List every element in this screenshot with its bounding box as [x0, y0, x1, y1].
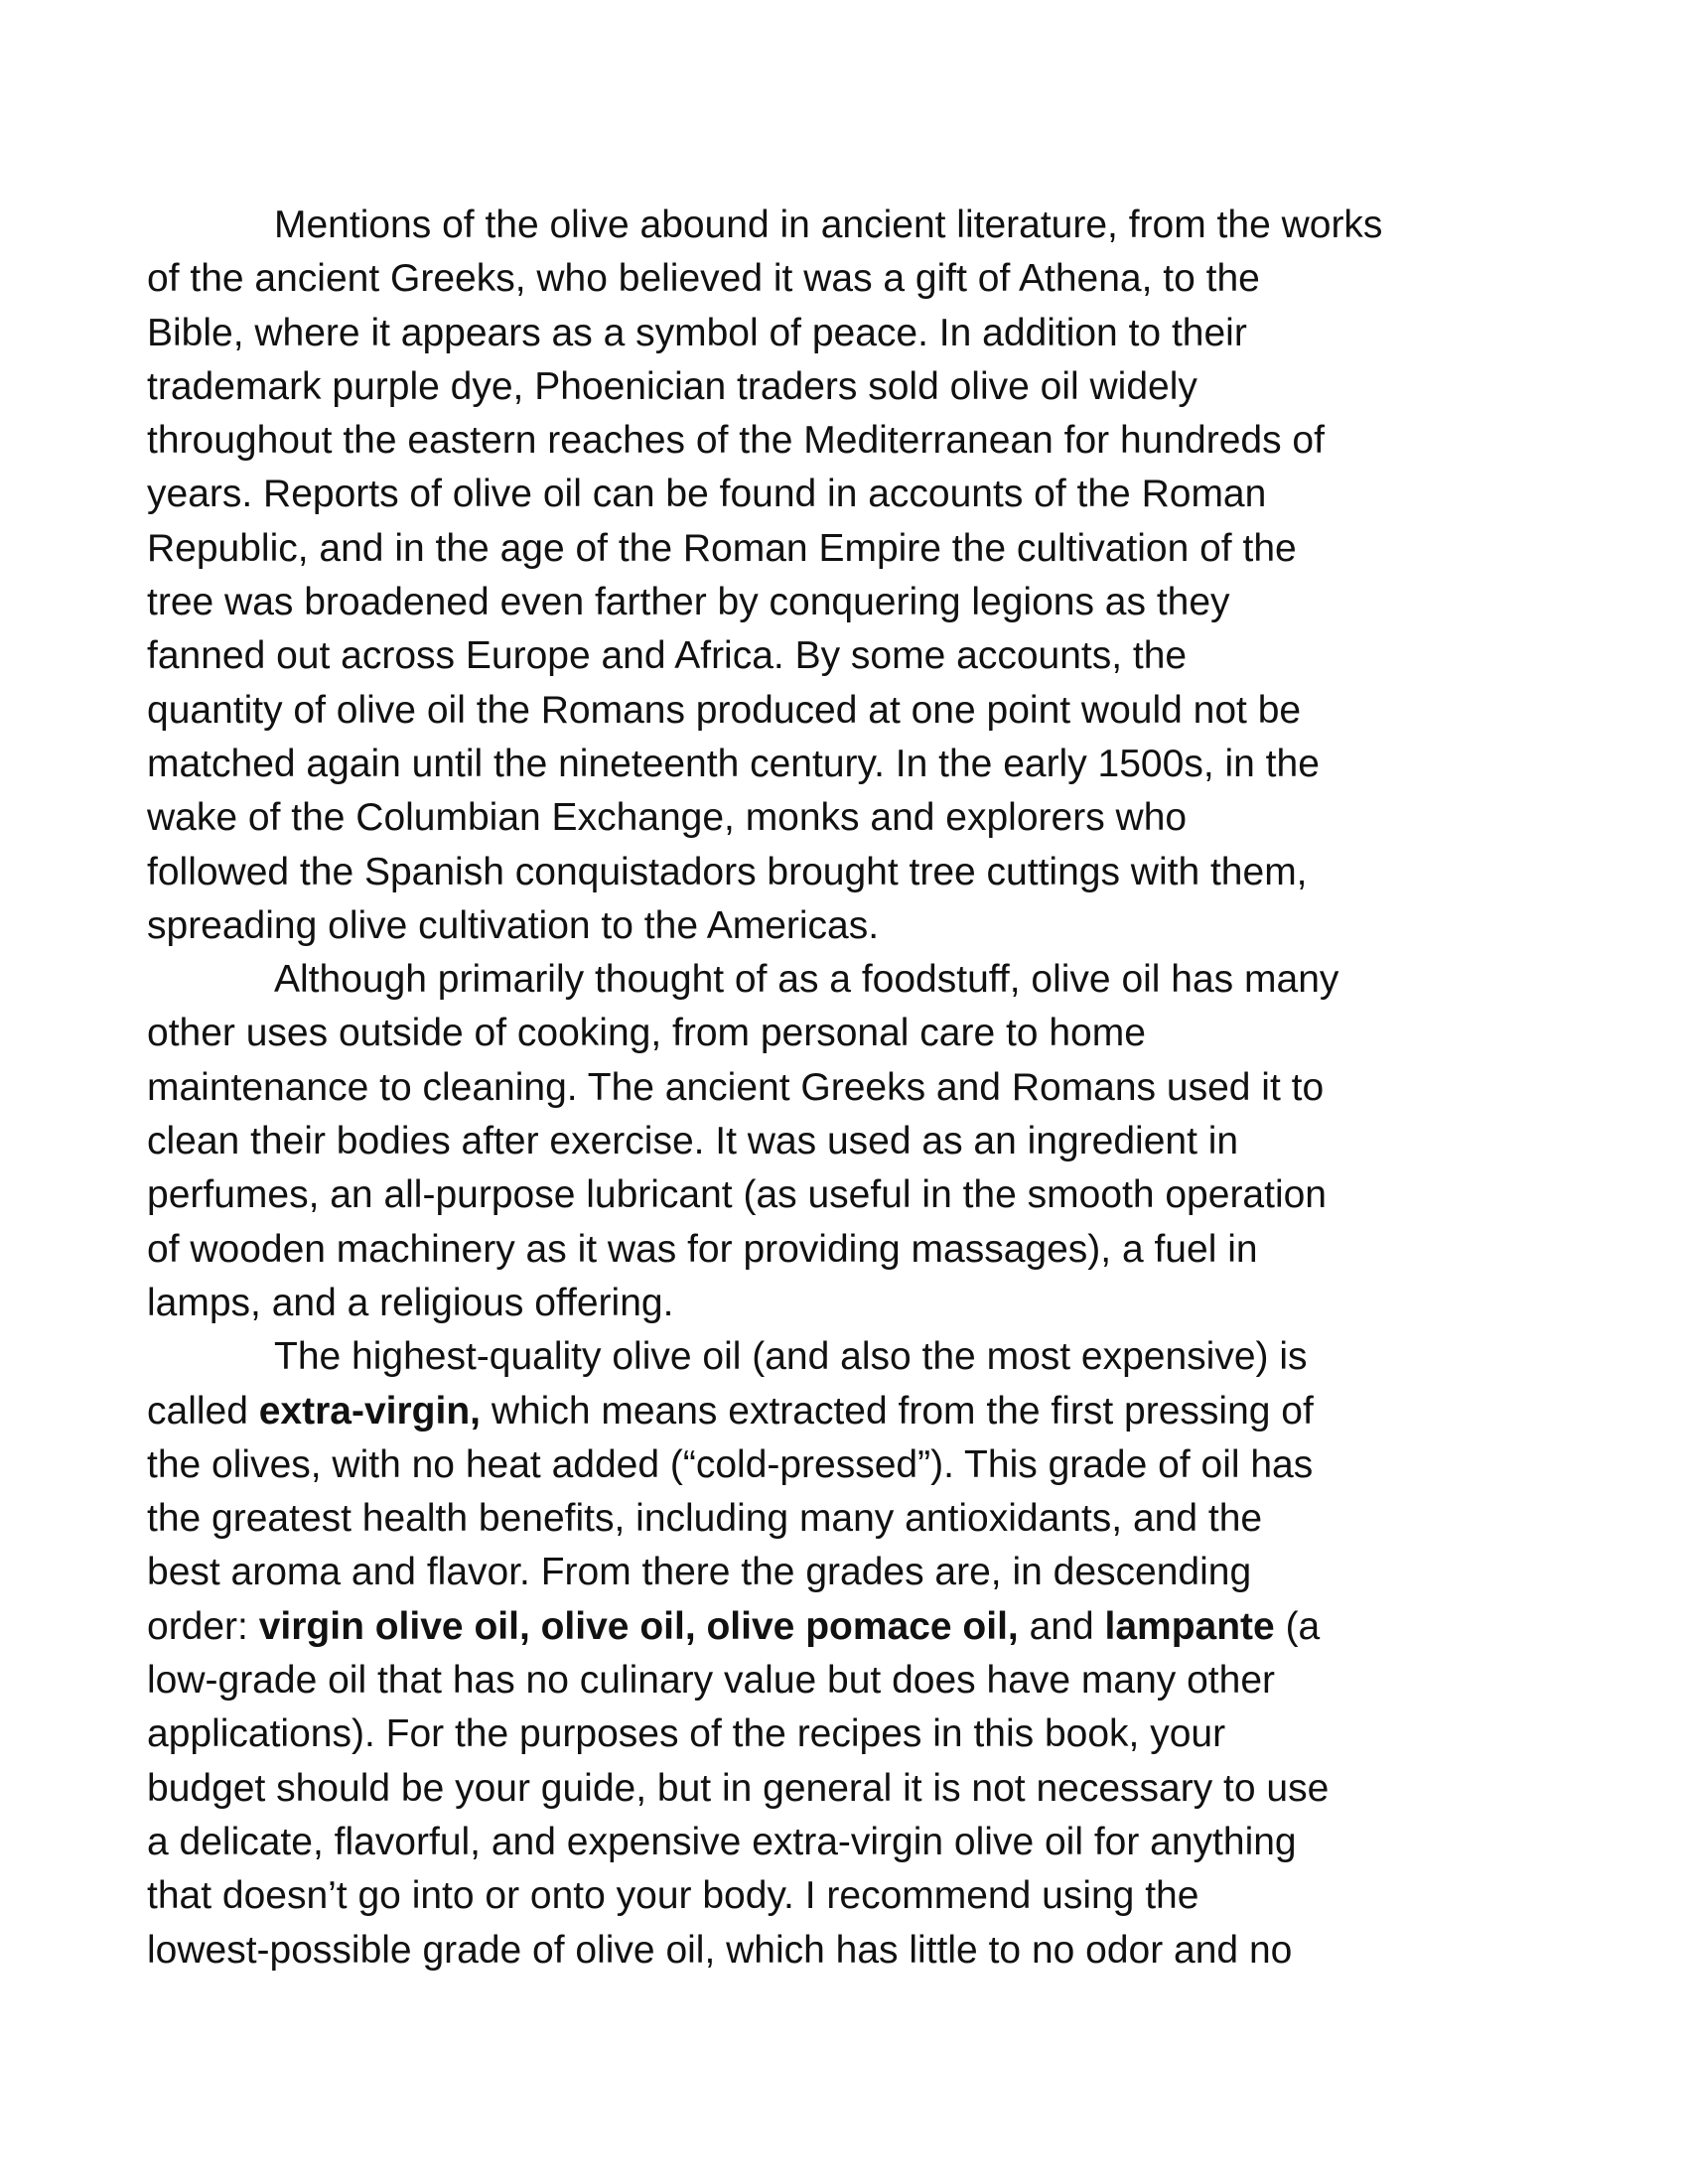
text-line: wake of the Columbian Exchange, monks and explorers who — [147, 796, 1188, 840]
text-line: perfumes, an all-purpose lubricant (as useful in the smooth operation — [147, 1173, 1327, 1217]
term-extra-virgin: extra-virgin, — [258, 1389, 481, 1433]
text-line: trademark purple dye, Phoenician traders sold olive oil widely — [147, 364, 1197, 408]
text-line — [147, 1385, 1501, 1438]
paragraph-olive-history — [147, 199, 1501, 953]
text-line: lamps, and a religious offering. — [147, 1281, 674, 1324]
text-line — [147, 1600, 1501, 1654]
text-line: throughout the eastern reaches of the Mediterranean for hundreds of — [147, 419, 1325, 463]
paragraph-olive-grades — [147, 1330, 1501, 1978]
text-run: (a — [1274, 1604, 1321, 1648]
text-line: years. Reports of olive oil can be found in accounts of the Roman — [147, 473, 1267, 516]
text-line: Although primarily thought of as a foodstuff, olive oil has many — [274, 958, 1339, 1002]
text-line: applications). For the purposes of the recipes in this book, your — [147, 1712, 1226, 1756]
text-line: followed the Spanish conquistadors brought tree cuttings with them, — [147, 850, 1308, 893]
text-line: low-grade oil that has no culinary value but does have many other — [147, 1659, 1276, 1703]
text-line: Mentions of the olive abound in ancient literature, from the works — [274, 204, 1383, 246]
text-line: fanned out across Europe and Africa. By some accounts, the — [147, 634, 1188, 678]
text-line: Bible, where it appears as a symbol of peace. In addition to their — [147, 311, 1247, 354]
text-line: spreading olive cultivation to the Americas. — [147, 903, 880, 947]
text-line: maintenance to cleaning. The ancient Greeks and Romans used it to — [147, 1065, 1325, 1109]
text-run: and — [1018, 1604, 1105, 1648]
text-line: quantity of olive oil the Romans produced at one point would not be — [147, 688, 1302, 732]
text-line: clean their bodies after exercise. It was used as an ingredient in — [147, 1120, 1239, 1163]
text-line: the olives, with no heat added (“cold-pressed”). This grade of oil has — [147, 1442, 1314, 1486]
text-line: of the ancient Greeks, who believed it was a gift of Athena, to the — [147, 257, 1260, 301]
text-line: a delicate, flavorful, and expensive extra-virgin olive oil for anything — [147, 1820, 1297, 1863]
term-grades-list: virgin olive oil, olive oil, olive pomace oil, — [258, 1604, 1019, 1648]
text-line: budget should be your guide, but in general it is not necessary to use — [147, 1766, 1330, 1810]
text-line: tree was broadened even farther by conquering legions as they — [147, 581, 1230, 624]
text-line: of wooden machinery as it was for providing massages), a fuel in — [147, 1227, 1258, 1271]
text-line: best aroma and flavor. From there the grades are, in descending — [147, 1551, 1252, 1594]
text-line: lowest-possible grade of olive oil, which has little to no odor and no — [147, 1928, 1293, 1972]
text-run: called — [147, 1389, 259, 1433]
term-lampante: lampante — [1104, 1604, 1275, 1648]
document-page — [147, 199, 1501, 1978]
text-line: other uses outside of cooking, from personal care to home — [147, 1012, 1146, 1055]
text-line: The highest-quality olive oil (and also the most expensive) is — [274, 1335, 1308, 1379]
text-line: matched again until the nineteenth century. In the early 1500s, in the — [147, 742, 1320, 785]
paragraph-olive-uses — [147, 953, 1501, 1330]
text-line: the greatest health benefits, including many antioxidants, and the — [147, 1497, 1263, 1541]
text-line: Republic, and in the age of the Roman Empire the cultivation of the — [147, 526, 1297, 570]
text-run: order: — [147, 1604, 259, 1648]
text-line: that doesn’t go into or onto your body. I recommend using the — [147, 1874, 1199, 1918]
text-run: which means extracted from the first pressing of — [480, 1389, 1314, 1433]
